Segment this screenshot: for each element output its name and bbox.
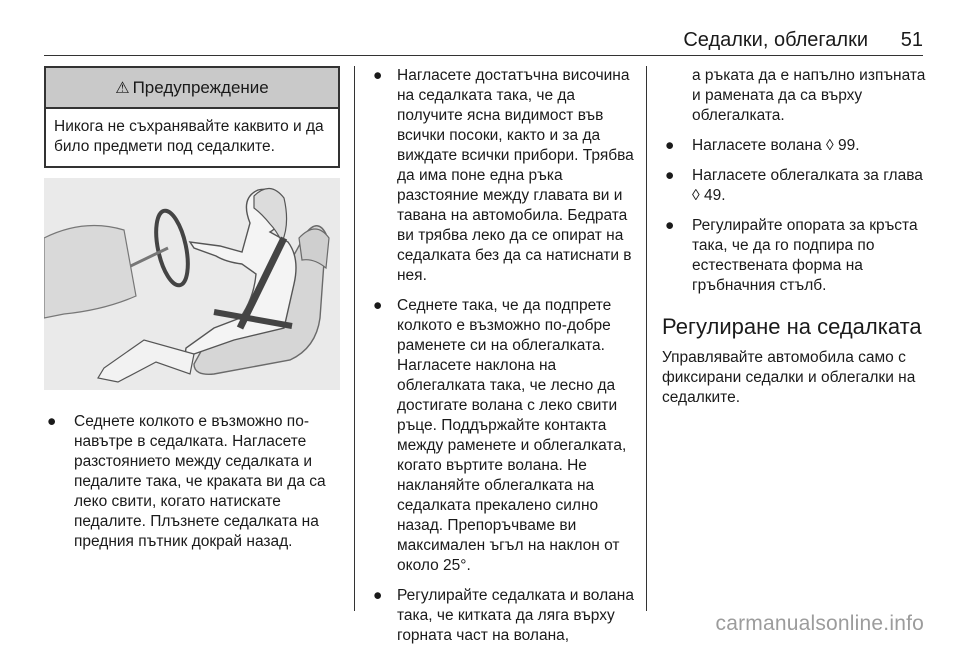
bullet-icon: ● — [665, 217, 675, 234]
column-1 — [44, 66, 340, 562]
list-item-text: Седнете така, че да подпрете колкото е възможно по-добре раменете си на облегалката. Нагласете наклона на облегалката така, че лесно да достигате волана с леко свити ръце. Поддържайте контакта между раменете и облегалката, когато въртите волана. Не накланяйте облегалката на седалката прекалено силно назад. Препоръчваме ви максимален ъгъл на наклон от около 25°. — [397, 297, 627, 574]
warning-text: Никога не съхранявайте каквито и да било предмети под седалките. — [54, 118, 324, 155]
bullet-icon: ● — [665, 137, 675, 154]
seated-driver-illustration — [44, 178, 340, 390]
warning-triangle-icon: ⚠ — [115, 80, 130, 97]
bullet-icon: ● — [665, 167, 675, 184]
list-item — [370, 296, 644, 576]
list-item — [662, 166, 928, 206]
continued-text: а ръката да е напълно изпъната и рамената да са върху облегалката. — [692, 67, 926, 124]
bullet-icon: ● — [373, 67, 383, 84]
page-number: 51 — [900, 29, 923, 51]
list-item-text: Регулирайте опората за кръста така, че да го подпира по естествената форма на гръбначния стълб. — [692, 217, 918, 294]
list-item-text: Нагласете достатъчна височина на седалката така, че да получите ясна видимост във всички посоки, както и за да виждате всички прибори. Трябва да има поне една ръка разстояние между главата ви и тавана на автомобила. Бедрата ви трябва леко да се опират на седалката без да са натиснати в нея. — [397, 67, 634, 284]
cross-reference-link[interactable]: Нагласете облегалката за глава ◊ 49. — [692, 167, 923, 204]
list-item — [662, 216, 928, 296]
col1-bullet-list — [44, 412, 340, 552]
warning-title-bar — [46, 68, 338, 109]
page-header-title: Седалки, облегалки — [683, 29, 868, 51]
bullet-icon: ● — [47, 413, 57, 430]
col3-bullet-list — [662, 136, 928, 296]
bullet-icon: ● — [373, 587, 383, 604]
column-divider-1 — [354, 66, 355, 611]
list-item — [662, 136, 928, 156]
column-3 — [662, 66, 928, 408]
list-item-text: Седнете колкото е възможно по-навътре в седалката. Нагласете разстоянието между седалката и педалите така, че краката ви да са леко свити, когато натискате педалите. Плъзнете седалката на предния пътник докрай назад. — [74, 413, 326, 550]
header-divider — [44, 55, 923, 56]
col2-bullet-list — [370, 66, 644, 646]
warning-box — [44, 66, 340, 168]
list-item — [370, 66, 644, 286]
list-item — [370, 586, 644, 646]
column-2 — [370, 66, 644, 656]
cross-reference-link[interactable]: Нагласете волана ◊ 99. — [692, 137, 860, 154]
column-divider-2 — [646, 66, 647, 611]
footer-watermark: carmanualsonline.info — [715, 612, 924, 635]
list-item-text: Регулирайте седалката и волана така, че китката да ляга върху горната част на волана, — [397, 587, 634, 644]
warning-title: Предупреждение — [132, 78, 269, 97]
seated-driver-drawing — [44, 178, 340, 390]
section-body: Управлявайте автомобила само с фиксирани седалки и облегалки на седалките. — [662, 349, 916, 406]
section-heading: Регулиране на седалката — [662, 314, 922, 339]
list-item — [44, 412, 340, 552]
bullet-icon: ● — [373, 297, 383, 314]
